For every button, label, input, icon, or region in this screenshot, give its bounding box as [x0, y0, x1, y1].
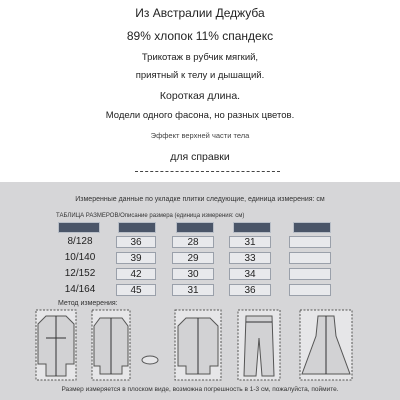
size-cell: 14/164	[64, 284, 96, 295]
effect-line: Эффект верхней части тела	[150, 131, 250, 140]
method-label: Метод измерения:	[58, 300, 118, 307]
value-cell: 33	[229, 252, 271, 264]
table-row	[56, 251, 352, 265]
empty-cell	[289, 252, 331, 264]
small-sock-icon	[142, 356, 158, 364]
header-chest	[118, 222, 156, 233]
size-cell: 12/152	[64, 268, 96, 279]
value-cell: 39	[116, 252, 156, 264]
value-cell: 34	[229, 268, 271, 280]
table-row	[56, 283, 352, 297]
measure-note: Измеренные данные по укладке плитки следующие, единица измерения: см	[75, 196, 325, 203]
value-cell: 36	[116, 236, 156, 248]
value-cell: 31	[172, 284, 214, 296]
header-sleeve	[293, 222, 331, 233]
value-cell: 31	[229, 236, 271, 248]
feature-line-1: Трикотаж в рубчик мягкий,	[141, 52, 259, 63]
dress-icon	[300, 310, 352, 380]
table-row	[56, 235, 352, 249]
length-line: Короткая длина.	[159, 90, 241, 102]
feature-line-2: приятный к телу и дышащий.	[135, 70, 265, 81]
value-cell: 29	[172, 252, 214, 264]
table-row	[56, 267, 352, 281]
size-cell: 8/128	[67, 236, 93, 247]
value-cell: 28	[172, 236, 214, 248]
value-cell: 45	[116, 284, 156, 296]
brand-line: Из Австралии Деджуба	[135, 6, 265, 20]
pants-icon	[238, 310, 280, 380]
empty-cell	[289, 284, 331, 296]
long-sleeve-shirt-icon	[36, 310, 76, 380]
table-header	[56, 220, 352, 233]
measurement-illustrations	[0, 308, 400, 383]
divider	[135, 171, 280, 172]
table-caption: ТАБЛИЦА РАЗМЕРОВ/Описание размера (единица измерения: см)	[56, 213, 245, 219]
header-shoulder	[233, 222, 271, 233]
size-cell: 10/140	[64, 252, 96, 263]
value-cell: 36	[229, 284, 271, 296]
header-length	[176, 222, 214, 233]
shirt-icon	[92, 310, 130, 380]
empty-cell	[289, 236, 331, 248]
models-line: Модели одного фасона, но разных цветов.	[105, 110, 295, 121]
reference-line: для справки	[170, 151, 230, 163]
composition-line: 89% хлопок 11% спандекс	[126, 29, 274, 43]
header-size	[58, 222, 100, 233]
footer-note: Размер измеряется в плоском виде, возможна погрешность в 1-3 см, пожалуйста, поймите.	[61, 386, 339, 393]
value-cell: 30	[172, 268, 214, 280]
value-cell: 42	[116, 268, 156, 280]
empty-cell	[289, 268, 331, 280]
jacket-icon	[175, 310, 221, 380]
